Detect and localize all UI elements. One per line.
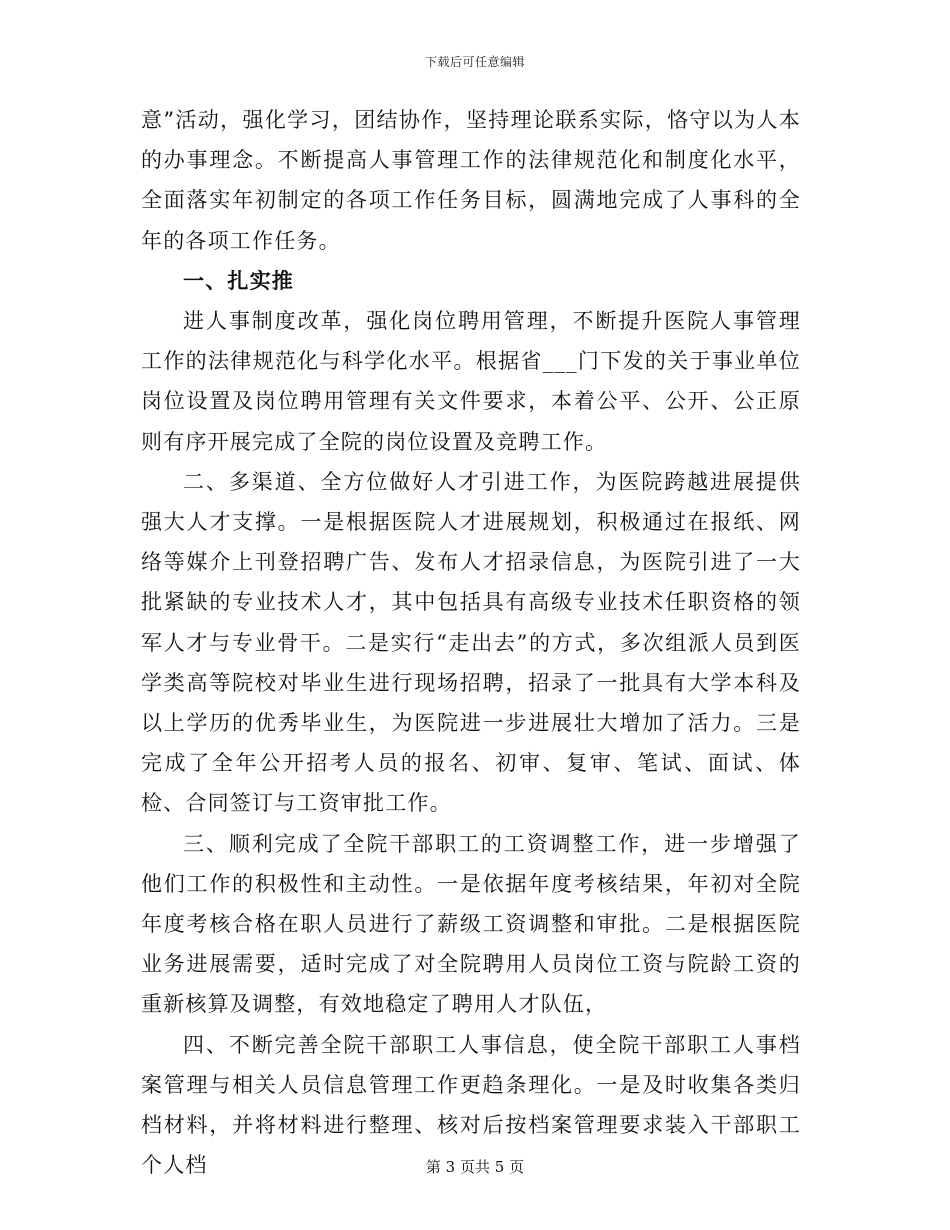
page-header: 下载后可任意编辑 [424, 55, 525, 69]
paragraph-salary-adjustment: 三、顺利完成了全院干部职工的工资调整工作，进一步增强了他们工作的积极性和主动性。一是依据年度考核结果，年初对全院年度考核合格在职人员进行了薪级工资调整和审批。二是根据医院业务进展需要，适时完成了对全院聘用人员岗位工资与院龄工资的重新核算及调整，有效地稳定了聘用人才队伍， [141, 831, 801, 1017]
section-heading: 一、扎实推 [183, 267, 294, 293]
page-footer: 第 3 页共 5 页 [425, 1158, 525, 1176]
paragraph-talent-recruitment: 二、多渠道、全方位做好人才引进工作，为医院跨越进展提供强大人才支撑。一是根据医院人才进展规划，积极通过在报纸、网络等媒介上刊登招聘广告、发布人才招录信息，为医院引进了一大批紧缺的专业技术人才，其中包括具有高级专业技术任职资格的领军人才与专业骨干。二是实行“走出去”的方式，多次组派人员到医学类高等院校对毕业生进行现场招聘，招录了一批具有大学本科及以上学历的优秀毕业生，为医院进一步进展壮大增加了活力。三是完成了全年公开招考人员的报名、初审、复审、笔试、面试、体检、合同签订与工资审批工作。 [141, 469, 801, 816]
paragraph-continued: 意”活动，强化学习，团结协作，坚持理论联系实际，恪守以为人本的办事理念。不断提高人事管理工作的法律规范化和制度化水平，全面落实年初制定的各项工作任务目标，圆满地完成了人事科的全年的各项工作任务。 [141, 108, 801, 253]
document-body [141, 100, 801, 1185]
paragraph-reform: 进人事制度改革，强化岗位聘用管理，不断提升医院人事管理工作的法律规范化与科学化水平。根据省___门下发的关于事业单位岗位设置及岗位聘用管理有关文件要求，本着公平、公开、公正原则有序开展完成了全院的岗位设置及竞聘工作。 [141, 309, 801, 454]
paragraph-personnel-info: 四、不断完善全院干部职工人事信息，使全院干部职工人事档案管理与相关人员信息管理工作更趋条理化。一是及时收集各类归档材料，并将材料进行整理、核对后按档案管理要求装入干部职工个人档 [141, 1032, 801, 1178]
